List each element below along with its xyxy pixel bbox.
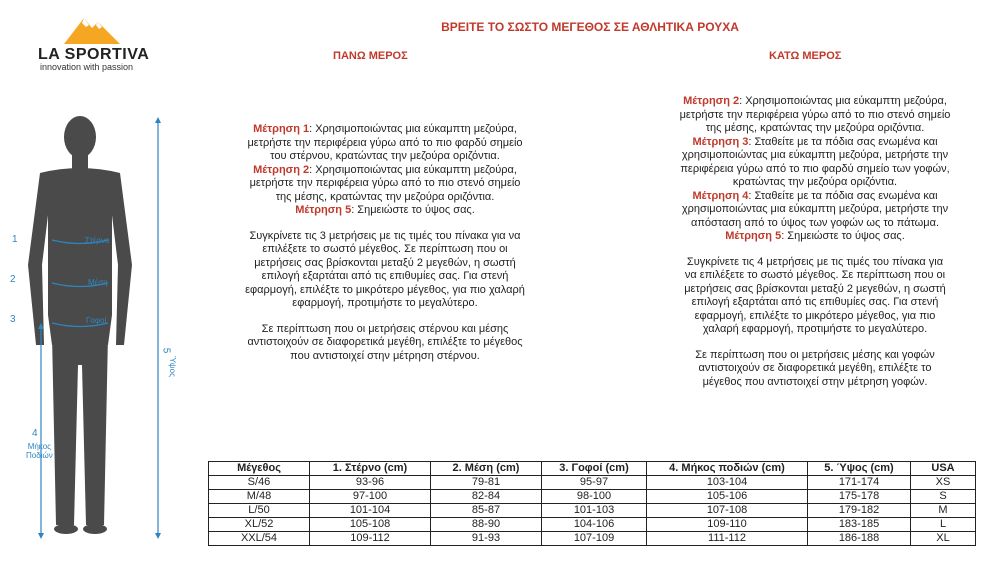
cell-hips: 104-106 [542, 518, 647, 532]
brand-name: LA SPORTIVA [38, 46, 150, 63]
table-row [209, 490, 976, 504]
measure-3-number: 3 [10, 314, 16, 325]
cell-size: XL/52 [209, 518, 310, 532]
measure-5-number: 5 [160, 347, 172, 354]
cell-leg-length: 105-106 [647, 490, 808, 504]
leg-length-label: Μήκος Ποδιών [26, 442, 53, 460]
table-row [209, 476, 976, 490]
cell-leg-length: 107-108 [647, 504, 808, 518]
header-usa: USA [911, 462, 976, 476]
cell-chest: 97-100 [310, 490, 431, 504]
header-waist: 2. Μέση (cm) [431, 462, 542, 476]
table-row [209, 532, 976, 546]
table-row [209, 518, 976, 532]
cell-size: M/48 [209, 490, 310, 504]
cell-usa: S [911, 490, 976, 504]
measure-1-number: 1 [12, 234, 18, 245]
header-leg-length: 4. Μήκος ποδιών (cm) [647, 462, 808, 476]
header-height: 5. Ύψος (cm) [808, 462, 911, 476]
cell-usa: XL [911, 532, 976, 546]
cell-height: 175-178 [808, 490, 911, 504]
cell-waist: 85-87 [431, 504, 542, 518]
cell-usa: XS [911, 476, 976, 490]
cell-leg-length: 109-110 [647, 518, 808, 532]
cell-waist: 82-84 [431, 490, 542, 504]
cell-chest: 105-108 [310, 518, 431, 532]
measure-2-number: 2 [10, 274, 16, 285]
size-table [208, 461, 976, 546]
cell-height: 179-182 [808, 504, 911, 518]
cell-waist: 79-81 [431, 476, 542, 490]
measure-4-number: 4 [32, 428, 38, 439]
cell-waist: 91-93 [431, 532, 542, 546]
upper-section-title: ΠΑΝΩ ΜΕΡΟΣ [333, 50, 408, 62]
cell-chest: 109-112 [310, 532, 431, 546]
cell-height: 186-188 [808, 532, 911, 546]
cell-leg-length: 111-112 [647, 532, 808, 546]
cell-usa: L [911, 518, 976, 532]
header-size: Μέγεθος [209, 462, 310, 476]
cell-hips: 98-100 [542, 490, 647, 504]
cell-size: XXL/54 [209, 532, 310, 546]
chest-label: Στέρνο [85, 236, 110, 245]
body-figure [0, 115, 200, 545]
cell-hips: 101-103 [542, 504, 647, 518]
cell-hips: 107-109 [542, 532, 647, 546]
cell-size: L/50 [209, 504, 310, 518]
cell-usa: M [911, 504, 976, 518]
cell-waist: 88-90 [431, 518, 542, 532]
brand-tagline: innovation with passion [40, 62, 134, 72]
header-hips: 3. Γοφοί (cm) [542, 462, 647, 476]
lower-section-title: ΚΑΤΩ ΜΕΡΟΣ [769, 50, 842, 62]
table-header-row [209, 462, 976, 476]
hips-label: Γοφοί [86, 316, 107, 325]
cell-chest: 101-104 [310, 504, 431, 518]
cell-leg-length: 103-104 [647, 476, 808, 490]
header-chest: 1. Στέρνο (cm) [310, 462, 431, 476]
upper-instructions: Μέτρηση 1: Χρησιμοποιώντας μια εύκαμπτη μεζούρα, μετρήστε την περιφέρεια γύρω από το πιο φαρδύ σημείο του στέρνου, κρατώντας την μεζούρα οριζόντια. Μέτρηση 2: Χρησιμοποιώντας μια εύκαμπτη μεζούρα, μετρήστε την περιφέρεια γύρω από το πιο στενό σημείο της μέσης, κρατώντας την μεζούρα οριζόντια. Μέτρηση 5: Σημειώστε το ύψος σας. Συγκρίνετε τις 3 μετρήσεις με τις τιμές του πίνακα για να επιλέξετε το σωστό μέγεθος. Σε περίπτωση που οι μετρήσεις σας βρίσκονται μεταξύ 2 μεγεθών, η σωστή επιλογή εξαρτάται από τις επιθυμίες σας. Για στενή εφαρμογή, επιλέξτε το μικρότερο μέγεθος, για πιο χαλαρή εφαρμογή, προτιμήστε το μεγαλύτερο. Σε περίπτωση που οι μετρήσεις στέρνου και μέσης αντιστοιχούν σε διαφορετικά μεγέθη, επιλέξτε το μέγεθος που αντιστοιχεί στην μέτρηση στέρνου. [245, 123, 525, 362]
cell-size: S/46 [209, 476, 310, 490]
cell-height: 171-174 [808, 476, 911, 490]
cell-chest: 93-96 [310, 476, 431, 490]
page-title: ΒΡΕΙΤΕ ΤΟ ΣΩΣΤΟ ΜΕΓΕΘΟΣ ΣΕ ΑΘΛΗΤΙΚΑ ΡΟΥΧΑ [441, 20, 739, 34]
waist-label: Μέση [88, 278, 108, 287]
table-row [209, 504, 976, 518]
cell-height: 183-185 [808, 518, 911, 532]
lower-instructions: Μέτρηση 2: Χρησιμοποιώντας μια εύκαμπτη μεζούρα, μετρήστε την περιφέρεια γύρω από το πιο στενό σημείο της μέσης, κρατώντας την μεζούρα οριζόντια. Μέτρηση 3: Σταθείτε με τα πόδια σας ενωμένα και χρησιμοποιώντας μια εύκαμπτη μεζούρα, μετρήστε την περιφέρεια γύρω από το πιο φαρδύ σημείο των γοφών, κρατώντας την μεζούρα οριζόντια. Μέτρηση 4: Σταθείτε με τα πόδια σας ενωμένα και χρησιμοποιώντας μια εύκαμπτη μεζούρα, μετρήστε την απόσταση από το ύψος των γοφών ως το πάτωμα. Μέτρηση 5: Σημειώστε το ύψος σας. Συγκρίνετε τις 4 μετρήσεις με τις τιμές του πίνακα για να επιλέξετε το σωστό μέγεθος. Σε περίπτωση που οι μετρήσεις σας βρίσκονται μεταξύ 2 μεγεθών, η σωστή επιλογή εξαρτάται από τις επιθυμίες σας. Για στενή εφαρμογή, επιλέξτε το μικρότερο μέγεθος, για πιο χαλαρή εφαρμογή, προτιμήστε το μεγαλύτερο. Σε περίπτωση που οι μετρήσεις μέσης και γοφών αντιστοιχούν σε διαφορετικά μεγέθη, επιλέξτε το μέγεθος που αντιστοιχεί στην μέτρηση γοφών. [679, 95, 951, 388]
height-label: Ύψος [167, 356, 177, 377]
cell-hips: 95-97 [542, 476, 647, 490]
